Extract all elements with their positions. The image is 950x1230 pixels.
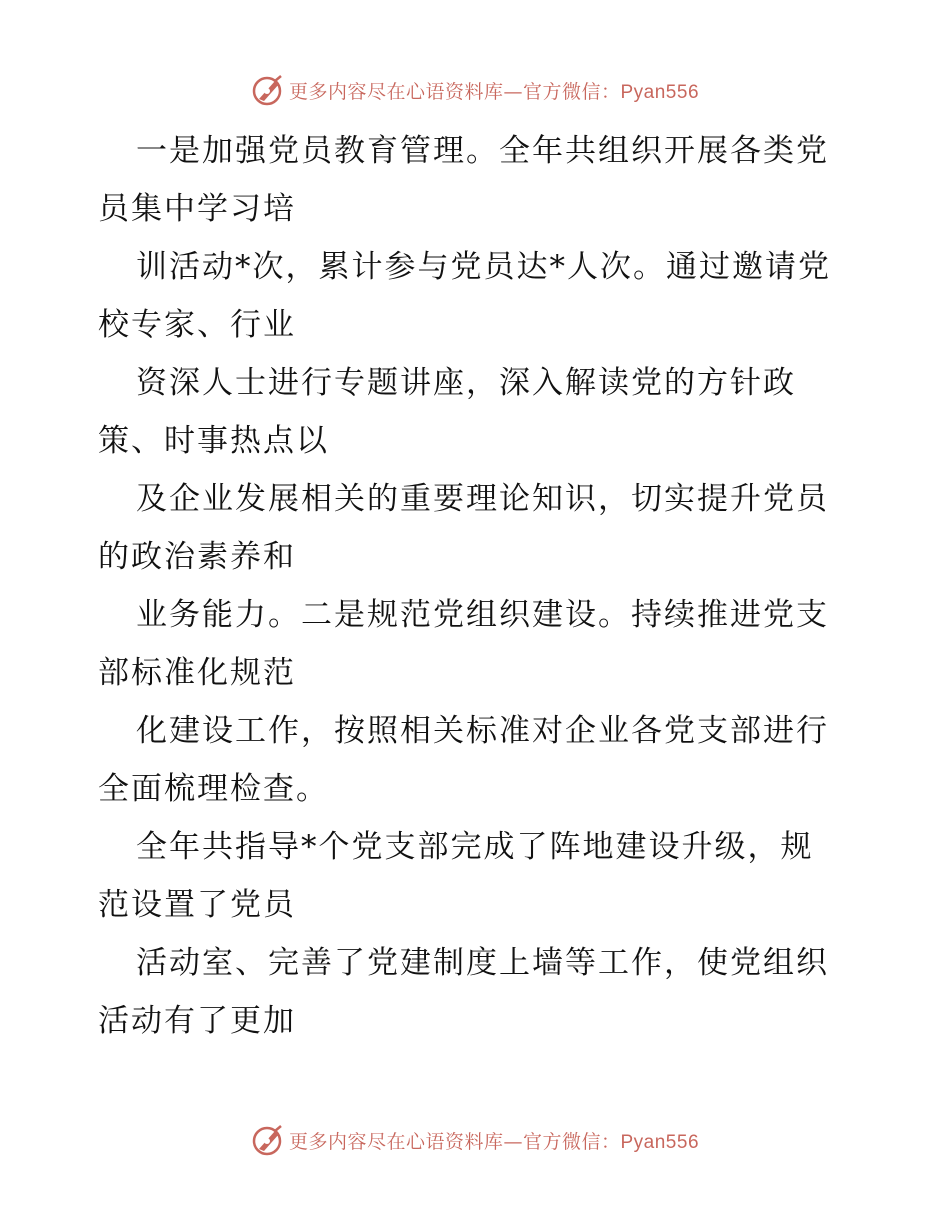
footer-watermark	[0, 1120, 950, 1160]
body-line: 业务能力。二是规范党组织建设。持续推进党支	[136, 597, 829, 633]
footer-watermark-text: 更多内容尽在心语资料库—官方微信：	[288, 1130, 621, 1153]
body-line: 策、时事热点以	[98, 423, 329, 459]
body-line: 活动室、完善了党建制度上墙等工作，使党组织	[136, 945, 829, 981]
pen-logo-icon	[251, 73, 285, 107]
body-line: 范设置了党员	[98, 887, 296, 923]
body-line: 及企业发展相关的重要理论知识，切实提升党员	[136, 481, 829, 517]
body-line: 员集中学习培	[98, 191, 296, 227]
body-line: 化建设工作，按照相关标准对企业各党支部进行	[136, 713, 829, 749]
body-line: 部标准化规范	[98, 655, 296, 691]
header-watermark	[0, 70, 950, 110]
document-body	[98, 122, 858, 1050]
footer-watermark-id: Pyan556	[620, 1131, 700, 1153]
header-watermark-id: Pyan556	[620, 81, 700, 103]
body-line: 活动有了更加	[98, 1003, 296, 1039]
body-line: 全年共指导*个党支部完成了阵地建设升级，规	[136, 829, 814, 865]
header-watermark-text: 更多内容尽在心语资料库—官方微信：	[288, 80, 621, 103]
pen-logo-icon	[251, 1123, 285, 1157]
body-line: 资深人士进行专题讲座，深入解读党的方针政	[136, 365, 796, 401]
body-line: 一是加强党员教育管理。全年共组织开展各类党	[136, 133, 829, 169]
body-line: 全面梳理检查。	[98, 771, 329, 807]
body-line: 校专家、行业	[98, 307, 296, 343]
body-line: 的政治素养和	[98, 539, 296, 575]
body-line: 训活动*次，累计参与党员达*人次。通过邀请党	[136, 249, 831, 285]
